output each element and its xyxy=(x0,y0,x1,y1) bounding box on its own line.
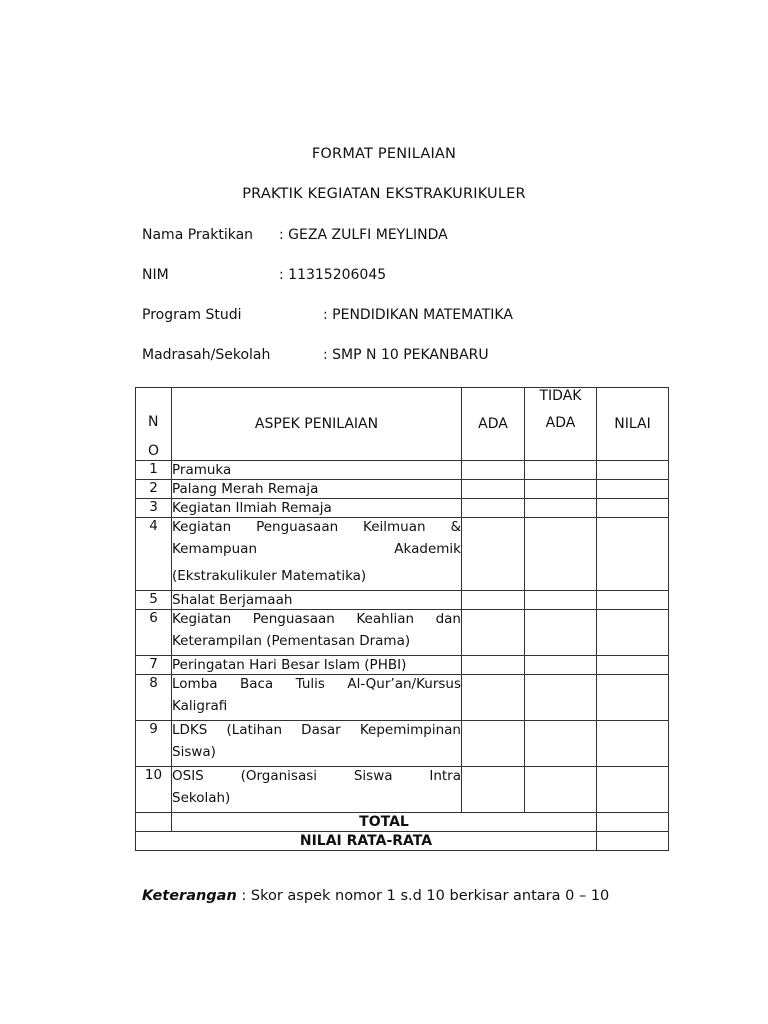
assessment-table xyxy=(135,387,669,851)
header-tidak-line-1: TIDAK xyxy=(539,388,582,404)
cell-ada[interactable] xyxy=(462,767,525,813)
note-text: : Skor aspek nomor 1 s.d 10 berkisar antara 0 – 10 xyxy=(236,888,610,904)
row-aspect-line: Sekolah) xyxy=(172,790,231,806)
header-ada: ADA xyxy=(462,388,525,461)
row-aspect: Shalat Berjamaah xyxy=(172,591,462,610)
cell-tidak-ada[interactable] xyxy=(525,721,597,767)
table-row xyxy=(136,610,669,656)
row-aspect-line: Kegiatan Penguasaan Keahlian dan xyxy=(172,611,461,627)
average-value[interactable] xyxy=(597,832,669,851)
row-number: 3 xyxy=(136,499,172,518)
total-spacer xyxy=(136,813,172,832)
table-row xyxy=(136,675,669,721)
cell-ada[interactable] xyxy=(462,721,525,767)
row-aspect xyxy=(172,721,462,767)
total-row xyxy=(136,813,669,832)
row-aspect-line: LDKS (Latihan Dasar Kepemimpinan xyxy=(172,722,461,738)
row-aspect-line: Siswa) xyxy=(172,744,216,760)
row-number: 5 xyxy=(136,591,172,610)
row-number: 8 xyxy=(136,675,172,721)
table-row xyxy=(136,591,669,610)
cell-tidak-ada[interactable] xyxy=(525,767,597,813)
field-label: Nama Praktikan xyxy=(142,227,254,243)
cell-ada[interactable] xyxy=(462,480,525,499)
field-label: Madrasah/Sekolah xyxy=(142,347,271,363)
cell-tidak-ada[interactable] xyxy=(525,656,597,675)
average-row xyxy=(136,832,669,851)
header-no-o: O xyxy=(148,443,160,459)
field-value: : PENDIDIKAN MATEMATIKA xyxy=(323,307,513,323)
cell-ada[interactable] xyxy=(462,610,525,656)
cell-ada[interactable] xyxy=(462,499,525,518)
table-row xyxy=(136,767,669,813)
total-value[interactable] xyxy=(597,813,669,832)
cell-nilai[interactable] xyxy=(597,518,669,591)
cell-ada[interactable] xyxy=(462,461,525,480)
row-aspect: Kegiatan Ilmiah Remaja xyxy=(172,499,462,518)
row-aspect: Palang Merah Remaja xyxy=(172,480,462,499)
field-value: : GEZA ZULFI MEYLINDA xyxy=(279,227,448,243)
row-number: 6 xyxy=(136,610,172,656)
cell-ada[interactable] xyxy=(462,518,525,591)
row-aspect-line: Keterampilan (Pementasan Drama) xyxy=(172,633,411,649)
cell-nilai[interactable] xyxy=(597,610,669,656)
cell-tidak-ada[interactable] xyxy=(525,675,597,721)
row-number: 4 xyxy=(136,518,172,591)
cell-nilai[interactable] xyxy=(597,480,669,499)
cell-nilai[interactable] xyxy=(597,461,669,480)
row-aspect-line: OSIS (Organisasi Siswa Intra xyxy=(172,768,461,784)
average-label: NILAI RATA-RATA xyxy=(136,832,597,851)
table-row xyxy=(136,480,669,499)
document-title: FORMAT PENILAIAN xyxy=(311,146,457,162)
row-number: 2 xyxy=(136,480,172,499)
row-aspect xyxy=(172,518,462,591)
cell-tidak-ada[interactable] xyxy=(525,518,597,591)
table-header-row xyxy=(136,388,669,461)
cell-tidak-ada[interactable] xyxy=(525,610,597,656)
cell-nilai[interactable] xyxy=(597,767,669,813)
cell-tidak-ada[interactable] xyxy=(525,591,597,610)
cell-ada[interactable] xyxy=(462,675,525,721)
cell-nilai[interactable] xyxy=(597,675,669,721)
row-aspect xyxy=(172,610,462,656)
cell-nilai[interactable] xyxy=(597,656,669,675)
note xyxy=(142,888,609,904)
cell-tidak-ada[interactable] xyxy=(525,480,597,499)
table-row xyxy=(136,461,669,480)
row-aspect-line: (Ekstrakulikuler Matematika) xyxy=(172,568,367,584)
header-no xyxy=(136,388,172,461)
note-label: Keterangan xyxy=(142,888,237,904)
row-aspect: Peringatan Hari Besar Islam (PHBI) xyxy=(172,656,462,675)
header-aspek: ASPEK PENILAIAN xyxy=(172,388,462,461)
row-aspect-line: Kegiatan Penguasaan Keilmuan & xyxy=(172,519,461,535)
cell-ada[interactable] xyxy=(462,591,525,610)
row-aspect xyxy=(172,675,462,721)
table-row xyxy=(136,499,669,518)
header-nilai: NILAI xyxy=(597,388,669,461)
field-label: Program Studi xyxy=(142,307,242,323)
total-label: TOTAL xyxy=(172,813,597,832)
table-row xyxy=(136,518,669,591)
row-number: 7 xyxy=(136,656,172,675)
header-tidak-line-2: ADA xyxy=(545,415,576,431)
row-aspect: Pramuka xyxy=(172,461,462,480)
header-no-n: N xyxy=(148,414,159,430)
row-aspect-line: Kemampuan Akademik xyxy=(172,541,461,557)
row-aspect xyxy=(172,767,462,813)
cell-tidak-ada[interactable] xyxy=(525,499,597,518)
row-number: 10 xyxy=(136,767,172,813)
cell-nilai[interactable] xyxy=(597,721,669,767)
table-row xyxy=(136,656,669,675)
row-aspect-line: Lomba Baca Tulis Al-Qur’an/Kursus xyxy=(172,676,461,692)
cell-nilai[interactable] xyxy=(597,499,669,518)
header-tidak-ada xyxy=(525,388,597,461)
field-value: : SMP N 10 PEKANBARU xyxy=(323,347,489,363)
field-label: NIM xyxy=(142,267,169,283)
document-subtitle: PRAKTIK KEGIATAN EKSTRAKURIKULER xyxy=(242,186,526,202)
row-number: 9 xyxy=(136,721,172,767)
field-value: : 11315206045 xyxy=(279,267,387,283)
cell-ada[interactable] xyxy=(462,656,525,675)
cell-tidak-ada[interactable] xyxy=(525,461,597,480)
row-aspect-line: Kaligrafi xyxy=(172,698,228,714)
cell-nilai[interactable] xyxy=(597,591,669,610)
table-row xyxy=(136,721,669,767)
row-number: 1 xyxy=(136,461,172,480)
